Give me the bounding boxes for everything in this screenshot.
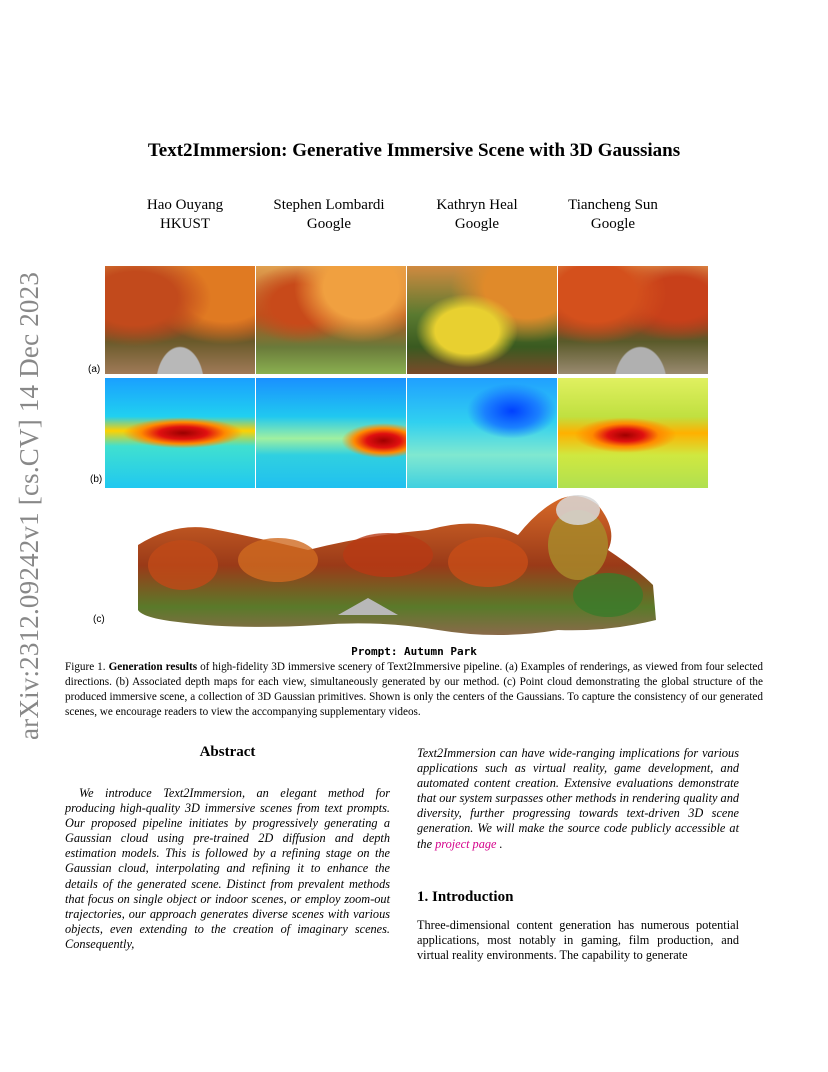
rendering-view-4: [558, 266, 708, 374]
prompt-label: Prompt: Autumn Park: [351, 645, 477, 658]
paper-title: Text2Immersion: Generative Immersive Scene with 3D Gaussians: [147, 140, 681, 161]
depth-map-view-4: [558, 378, 708, 488]
author-name: Stephen Lombardi: [273, 197, 385, 213]
author-name: Hao Ouyang: [146, 197, 224, 213]
abstract-end: .: [496, 836, 503, 851]
depth-map-view-1: [105, 378, 255, 488]
introduction-text: Three-dimensional content generation has numerous potential applications, most notably in gaming, film production, and virtual reality environments. The capability to generate: [417, 918, 739, 963]
author-affiliation: Google: [306, 216, 352, 232]
row-label-b: (b): [90, 474, 103, 485]
point-cloud-image: [138, 490, 658, 640]
introduction-heading: 1. Introduction: [417, 889, 514, 905]
author-2: [254, 196, 404, 234]
author-name: Kathryn Heal: [436, 197, 518, 213]
row-label-c: (c): [93, 614, 105, 625]
caption-bold: Generation results: [108, 661, 198, 673]
abstract-text: We introduce Text2Immersion, an elegant method for producing high-quality 3D immersive scenes from text prompts. Our proposed pipeline initiates by progressively generating a Gaussian cloud using pre-trained 2D diffusion and depth estimation models. This is followed by a refining stage on the Gaussian cloud, interpolating and refining it to enhance the details of the generated scene. Distinct from prevalent methods that focus on single object or indoor scenes, or employ zoom-out trajectories, our approach generates diverse scenes with various objects, even extending to the creation of imaginary scenes. Consequently,: [65, 786, 390, 951]
depth-map-view-2: [256, 378, 406, 488]
abstract-continued-text: Text2Immersion can have wide-ranging implications for various applications such as virtual reality, game development, and automated content creation. Extensive evaluations demonstrate that our system surpasses other methods in rendering quality and diversity, further progressing towards text-driven 3D scene generation. We will make the source code publicly accessible at the: [417, 746, 739, 851]
row-label-a: (a): [88, 364, 101, 375]
abstract-heading: Abstract: [199, 744, 256, 760]
author-name: Tiancheng Sun: [568, 197, 658, 213]
project-page-link[interactable]: project page: [435, 836, 497, 851]
author-1: [110, 196, 260, 234]
author-affiliation: Google: [590, 216, 636, 232]
figure-caption: [65, 660, 763, 720]
rendering-view-3: [407, 266, 557, 374]
caption-text: of high-fidelity 3D immersive scenery of Text2Immersive pipeline. (a) Examples of renderings, as viewed from four selected directions. (b) Associated depth maps for each view, simultaneously generated by our method. (c) Point cloud demonstrating the global structure of the produced immersive scene, a collection of 3D Gaussian primitives. Shown is only the centers of the Gaussians. To capture the consistency of our generated scenes, we encourage readers to view the accompanying supplementary videos.: [65, 661, 763, 718]
author-4: [538, 196, 688, 234]
author-affiliation: Google: [454, 216, 500, 232]
caption-label: Figure 1.: [65, 661, 106, 673]
rendering-view-1: [105, 266, 255, 374]
author-3: [402, 196, 552, 234]
rendering-view-2: [256, 266, 406, 374]
arxiv-stamp: arXiv:2312.09242v1 [cs.CV] 14 Dec 2023: [14, 271, 44, 740]
depth-map-view-3: [407, 378, 557, 488]
author-affiliation: HKUST: [159, 216, 210, 232]
abstract-continued: [417, 746, 739, 852]
